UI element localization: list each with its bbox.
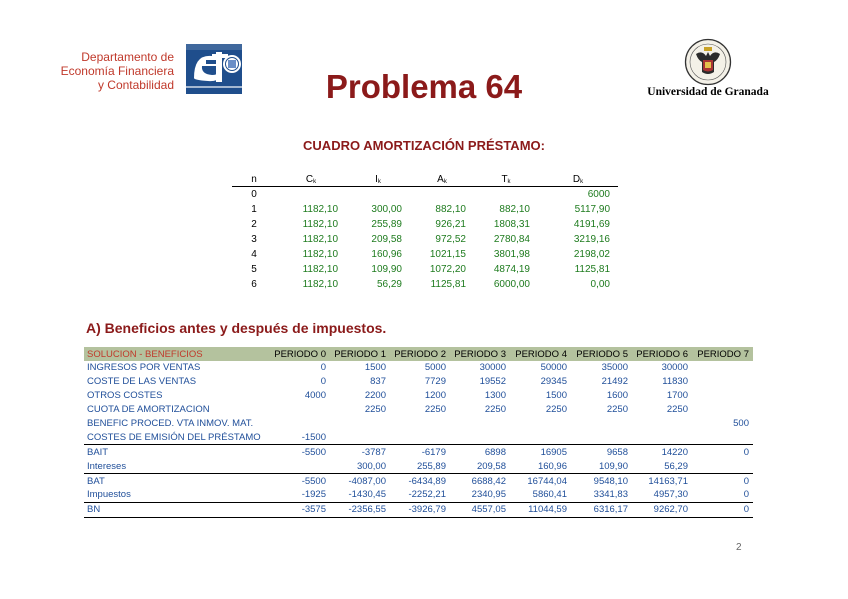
loan-header-n: n <box>232 172 276 187</box>
loan-cell: 1182,10 <box>302 279 338 290</box>
loan-cell: 160,96 <box>371 249 402 260</box>
benefits-header-period: PERIODO 1 <box>330 347 390 361</box>
benefits-table-row <box>84 459 753 473</box>
loan-cell: 4191,69 <box>573 219 610 230</box>
loan-cell: 1808,31 <box>493 219 530 230</box>
benefits-cell: 4000 <box>304 390 326 402</box>
benefits-cell <box>692 403 753 417</box>
benefits-cell: 1300 <box>484 390 506 402</box>
benefits-cell: 4557,05 <box>450 502 510 517</box>
loan-cell <box>474 187 538 203</box>
benefits-cell: 2200 <box>364 390 386 402</box>
loan-cell: 926,21 <box>435 219 466 230</box>
benefits-cell <box>692 361 753 375</box>
benefits-cell <box>632 417 692 431</box>
benefits-table-row <box>84 389 753 403</box>
benefits-header-period: PERIODO 3 <box>450 347 510 361</box>
loan-cell: 1182,10 <box>302 234 338 245</box>
loan-cell: 2 <box>251 219 257 230</box>
loan-cell: 3801,98 <box>493 249 530 260</box>
benefits-cell <box>390 430 450 444</box>
benefits-cell: 14163,71 <box>632 474 692 488</box>
benefits-cell <box>270 417 330 431</box>
benefits-cell: 2250 <box>545 404 567 416</box>
benefits-cell <box>571 430 632 444</box>
loan-cell: 882,10 <box>499 204 530 215</box>
benefits-cell <box>692 375 753 389</box>
benefits-cell: 0 <box>692 474 753 488</box>
benefits-cell: 2250 <box>424 404 446 416</box>
benefits-cell: 16744,04 <box>510 474 571 488</box>
benefits-cell: 1600 <box>606 390 628 402</box>
benefits-table-row <box>84 474 753 488</box>
loan-cell: 6 <box>251 279 257 290</box>
benefits-cell: -1925 <box>301 489 326 501</box>
dept-line-3: y Contabilidad <box>97 78 174 92</box>
benefits-cell: 9658 <box>571 445 632 459</box>
loan-cell: 2780,84 <box>493 234 530 245</box>
benefits-cell <box>330 417 390 431</box>
loan-section-title: CUADRO AMORTIZACIÓN PRÉSTAMO: <box>303 138 545 153</box>
benefits-cell: 19552 <box>479 376 506 388</box>
benefits-cell: -6434,89 <box>390 474 450 488</box>
benefits-cell <box>632 430 692 444</box>
benefits-cell: 2340,95 <box>471 489 506 501</box>
loan-table-row <box>232 247 618 262</box>
benefits-cell <box>692 389 753 403</box>
benefits-cell: 0 <box>692 445 753 459</box>
loan-table-row <box>232 277 618 292</box>
benefits-cell: 1200 <box>424 390 446 402</box>
benefits-cell: 56,29 <box>632 459 692 473</box>
benefits-table-row <box>84 403 753 417</box>
benefits-cell: 14220 <box>632 445 692 459</box>
loan-table-row <box>232 187 618 203</box>
benefits-row-label: BAIT <box>84 445 270 459</box>
benefits-cell: -2252,21 <box>408 489 446 501</box>
benefits-row-label: Intereses <box>84 459 270 473</box>
benefits-header-period: PERIODO 5 <box>571 347 632 361</box>
benefits-cell: 255,89 <box>390 459 450 473</box>
loan-table-row <box>232 232 618 247</box>
loan-cell: 1021,15 <box>429 249 466 260</box>
benefits-cell <box>330 430 390 444</box>
benefits-cell: -2356,55 <box>330 502 390 517</box>
loan-cell: 300,00 <box>371 204 402 215</box>
loan-header-dk: $D_k$ <box>538 172 618 187</box>
loan-table-row <box>232 217 618 232</box>
benefits-row-label: COSTES DE EMISIÓN DEL PRÉSTAMO <box>84 430 270 444</box>
benefits-cell: 6316,17 <box>571 502 632 517</box>
benefits-cell: -6179 <box>390 445 450 459</box>
benefits-row-label: BN <box>84 502 270 517</box>
benefits-cell: 7729 <box>424 376 446 388</box>
loan-header-tk: $T_k$ <box>474 172 538 187</box>
loan-cell: 255,89 <box>371 219 402 230</box>
loan-cell: 1182,10 <box>302 204 338 215</box>
benefits-cell: -3787 <box>330 445 390 459</box>
benefits-table-row <box>84 488 753 502</box>
loan-cell: 2198,02 <box>573 249 610 260</box>
benefits-header-period: PERIODO 7 <box>692 347 753 361</box>
loan-cell: 882,10 <box>435 204 466 215</box>
loan-cell: 0 <box>251 189 257 200</box>
benefits-cell: 1500 <box>545 390 567 402</box>
benefits-cell: 2250 <box>606 404 628 416</box>
dept-line-2: Economía Financiera <box>60 64 174 78</box>
page-number: 2 <box>736 542 742 553</box>
loan-cell: 5117,90 <box>574 204 610 215</box>
benefits-cell: 35000 <box>601 362 628 374</box>
loan-cell: 1125,81 <box>430 279 466 290</box>
benefits-cell: 11830 <box>662 376 688 388</box>
loan-cell: 1182,10 <box>302 264 338 275</box>
benefits-cell: 2250 <box>484 404 506 416</box>
benefits-cell: 4957,30 <box>653 489 688 501</box>
benefits-cell: 5000 <box>424 362 446 374</box>
benefits-cell: -5500 <box>270 445 330 459</box>
benefits-cell: 9262,70 <box>632 502 692 517</box>
loan-cell: 56,29 <box>376 279 402 290</box>
benefits-table-row <box>84 361 753 375</box>
loan-cell: 1182,10 <box>302 219 338 230</box>
benefits-cell: 0 <box>692 502 753 517</box>
benefits-cell: 209,58 <box>450 459 510 473</box>
benefits-cell: 0 <box>743 489 749 501</box>
benefits-row-label: OTROS COSTES <box>87 390 163 402</box>
benefits-cell: -1430,45 <box>348 489 386 501</box>
benefits-cell: -1500 <box>270 430 330 444</box>
loan-header-ck: $C_k$ <box>276 172 346 187</box>
loan-cell: 4 <box>251 249 257 260</box>
benefits-header-period: PERIODO 4 <box>510 347 571 361</box>
benefits-table-row <box>84 430 753 444</box>
benefits-cell: 6688,42 <box>450 474 510 488</box>
benefits-cell <box>390 417 450 431</box>
dept-line-1: Departamento de <box>81 50 174 64</box>
loan-header-ik: $I_k$ <box>346 172 410 187</box>
loan-cell: 0,00 <box>590 279 610 290</box>
university-name: Universidad de Granada <box>647 86 769 98</box>
benefits-cell: 16905 <box>510 445 571 459</box>
loan-cell <box>276 187 346 203</box>
benefits-table-row <box>84 417 753 431</box>
benefits-table-row <box>84 445 753 459</box>
benefits-cell: -3575 <box>270 502 330 517</box>
benefits-cell <box>450 417 510 431</box>
benefits-cell <box>692 459 753 473</box>
benefits-header-label: SOLUCION - BENEFICIOS <box>84 347 270 361</box>
university-seal-icon <box>684 38 732 86</box>
benefits-section-title: A) Beneficios antes y después de impuestos. <box>86 320 387 336</box>
benefits-cell: 2250 <box>364 404 386 416</box>
benefits-table-header <box>84 347 753 361</box>
loan-cell: 209,58 <box>371 234 402 245</box>
benefits-cell: 9548,10 <box>571 474 632 488</box>
benefits-cell: 1700 <box>666 390 688 402</box>
benefits-cell: -3926,79 <box>390 502 450 517</box>
benefits-cell: 0 <box>320 362 326 374</box>
loan-cell: 1072,20 <box>429 264 466 275</box>
benefits-cell <box>450 430 510 444</box>
benefits-cell: 6898 <box>450 445 510 459</box>
benefits-table-row <box>84 502 753 517</box>
benefits-cell: 30000 <box>479 362 506 374</box>
benefits-cell: 0 <box>320 376 326 388</box>
benefits-row-label: CUOTA DE AMORTIZACION <box>87 404 210 416</box>
benefits-cell: 300,00 <box>330 459 390 473</box>
benefits-cell: 1500 <box>364 362 386 374</box>
loan-cell <box>346 187 410 203</box>
loan-cell: 3 <box>251 234 257 245</box>
benefits-table <box>84 347 753 518</box>
benefits-cell <box>270 403 330 417</box>
loan-cell: 1125,81 <box>574 264 610 275</box>
loan-table-row <box>232 202 618 217</box>
loan-header-ak: $A_k$ <box>410 172 474 187</box>
benefits-row-label: Impuestos <box>87 489 131 501</box>
benefits-header-period: PERIODO 6 <box>632 347 692 361</box>
benefits-cell <box>270 459 330 473</box>
loan-cell: 5 <box>251 264 257 275</box>
benefits-table-row <box>84 375 753 389</box>
benefits-cell: -4087,00 <box>330 474 390 488</box>
loan-cell: 3219,16 <box>573 234 610 245</box>
benefits-row-label: INGRESOS POR VENTAS <box>87 362 201 374</box>
loan-cell: 4874,19 <box>493 264 530 275</box>
loan-table-header <box>232 172 618 187</box>
benefits-cell: 3341,83 <box>593 489 628 501</box>
benefits-cell: -5500 <box>270 474 330 488</box>
page-title: Problema 64 <box>325 68 523 105</box>
benefits-header-period: PERIODO 0 <box>270 347 330 361</box>
loan-cell: 109,90 <box>371 264 402 275</box>
loan-table-row <box>232 262 618 277</box>
benefits-cell: 500 <box>733 418 749 429</box>
benefits-row-label: COSTE DE LAS VENTAS <box>87 376 197 388</box>
benefits-cell: 30000 <box>661 362 688 374</box>
loan-cell: 1182,10 <box>302 249 338 260</box>
benefits-cell: 109,90 <box>571 459 632 473</box>
benefits-cell: 50000 <box>540 362 567 374</box>
benefits-row-label: BAT <box>84 474 270 488</box>
benefits-cell: 11044,59 <box>510 502 571 517</box>
benefits-cell <box>692 430 753 444</box>
benefits-cell: 5860,41 <box>532 489 567 501</box>
benefits-cell: 21492 <box>601 376 628 388</box>
benefits-header-period: PERIODO 2 <box>390 347 450 361</box>
benefits-cell: 837 <box>370 376 386 388</box>
benefits-cell: 2250 <box>666 404 688 416</box>
benefits-row-label: BENEFIC PROCED. VTA INMOV. MAT. <box>87 418 254 429</box>
loan-cell: 6000 <box>587 189 610 200</box>
loan-cell: 1 <box>251 204 257 215</box>
loan-cell: 6000,00 <box>493 279 530 290</box>
benefits-cell <box>510 430 571 444</box>
benefits-cell: 160,96 <box>510 459 571 473</box>
loan-amortization-table <box>232 172 618 292</box>
loan-cell: 972,52 <box>435 234 466 245</box>
benefits-cell: 29345 <box>540 376 567 388</box>
benefits-cell <box>510 417 571 431</box>
loan-cell <box>410 187 474 203</box>
benefits-cell <box>571 417 632 431</box>
